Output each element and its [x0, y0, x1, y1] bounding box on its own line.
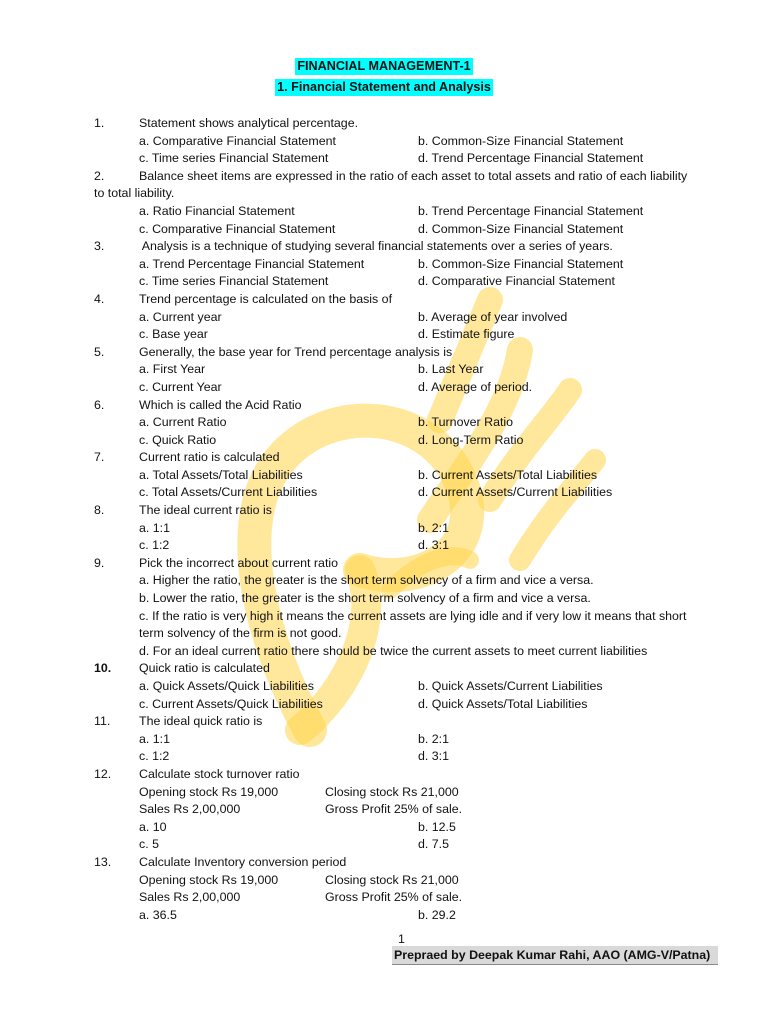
given-value: Gross Profit 25% of sale.	[325, 890, 463, 905]
option-row	[94, 256, 724, 274]
question-number: 1.	[94, 116, 105, 130]
option-row	[94, 696, 724, 714]
question-number: 11.	[94, 714, 111, 729]
given-value: Opening stock Rs 19,000	[139, 784, 279, 799]
option-row	[94, 309, 724, 327]
document-title: FINANCIAL MANAGEMENT-1	[297, 59, 471, 73]
option-row	[94, 203, 724, 221]
given-value: Sales Rs 2,00,000	[139, 802, 241, 817]
question-number: 9.	[94, 555, 105, 570]
option-row	[94, 678, 724, 696]
option-row	[94, 819, 724, 837]
given-value: Closing stock Rs 21,000	[325, 784, 459, 799]
given-row	[94, 872, 724, 890]
question-9	[94, 555, 724, 573]
option-row	[94, 748, 724, 766]
option: b. Average of year involved	[418, 309, 568, 324]
option: b. Common-Size Financial Statement	[418, 256, 624, 271]
statement: a. Higher the ratio, the greater is the short term solvency of a firm and vice a versa.	[139, 573, 594, 588]
statement: c. If the ratio is very high it means the current assets are lying idle and if very low it means that short	[139, 608, 687, 623]
question-5	[94, 344, 724, 362]
footer-credit: Prepraed by Deepak Kumar Rahi, AAO (AMG-V/Patna)	[392, 946, 718, 965]
statement: d. For an ideal current ratio there should be twice the current assets to meet current liabilities	[139, 643, 648, 658]
option-row	[94, 484, 724, 502]
option: c. 1:2	[139, 538, 170, 553]
option: c. Base year	[139, 327, 208, 342]
option-row	[94, 836, 724, 854]
question-text: Pick the incorrect about current ratio	[139, 555, 339, 570]
option-row	[94, 326, 724, 344]
option: c. Comparative Financial Statement	[139, 221, 336, 236]
option-row	[94, 907, 724, 925]
question-number: 7.	[94, 450, 105, 465]
question-10	[94, 660, 724, 678]
statement-line	[94, 643, 724, 661]
option: c. 1:2	[139, 749, 170, 764]
option: a. Ratio Financial Statement	[139, 203, 295, 218]
option: a. Comparative Financial Statement	[139, 133, 336, 148]
question-text: to total liability.	[94, 186, 175, 201]
option: b. Turnover Ratio	[418, 415, 514, 430]
question-12	[94, 766, 724, 784]
question-text: Generally, the base year for Trend percentage analysis is	[139, 344, 453, 359]
given-value: Closing stock Rs 21,000	[325, 872, 459, 887]
option: c. Quick Ratio	[139, 432, 217, 447]
option-row	[94, 133, 724, 151]
option: b. Common-Size Financial Statement	[418, 133, 624, 148]
option: d. Long-Term Ratio	[418, 432, 524, 447]
question-6	[94, 397, 724, 415]
option: b. Trend Percentage Financial Statement	[418, 203, 644, 218]
page-number: 1	[398, 932, 405, 946]
option: d. 3:1	[418, 538, 450, 553]
document-header	[0, 58, 768, 96]
question-text: The ideal quick ratio is	[139, 714, 263, 729]
statement-line	[94, 608, 724, 626]
option: a. Current Ratio	[139, 415, 227, 430]
option-row	[94, 414, 724, 432]
question-2	[94, 168, 724, 186]
option: a. First Year	[139, 362, 206, 377]
question-13	[94, 854, 724, 872]
given-value: Gross Profit 25% of sale.	[325, 802, 463, 817]
option-row	[94, 432, 724, 450]
option: b. 29.2	[418, 907, 456, 922]
question-11	[94, 713, 724, 731]
option: c. Total Assets/Current Liabilities	[139, 485, 318, 500]
option: a. Total Assets/Total Liabilities	[139, 467, 303, 482]
option-row	[94, 520, 724, 538]
option: a. 10	[139, 819, 167, 834]
given-value: Opening stock Rs 19,000	[139, 872, 279, 887]
option: a. Quick Assets/Quick Liabilities	[139, 679, 314, 693]
statement: b. Lower the ratio, the greater is the short term solvency of a firm and vice a versa.	[139, 591, 591, 606]
option: b. 12.5	[418, 819, 456, 834]
option: d. Trend Percentage Financial Statement	[418, 151, 644, 166]
question-text-continued	[94, 185, 724, 203]
option-row	[94, 379, 724, 397]
option: b. Last Year	[418, 362, 484, 377]
option-row	[94, 731, 724, 749]
given-row	[94, 784, 724, 802]
option: d. Quick Assets/Total Liabilities	[418, 696, 588, 711]
question-number: 12.	[94, 766, 112, 781]
question-text: Trend percentage is calculated on the basis of	[139, 291, 393, 306]
question-1	[94, 115, 724, 133]
question-text: The ideal current ratio is	[139, 503, 272, 518]
question-7	[94, 449, 724, 467]
given-value: Sales Rs 2,00,000	[139, 890, 241, 905]
question-text: Statement shows analytical percentage.	[139, 116, 359, 130]
option-row	[94, 361, 724, 379]
given-row	[94, 801, 724, 819]
question-4	[94, 291, 724, 309]
question-list	[94, 115, 724, 924]
statement-line	[94, 625, 724, 643]
question-text: Quick ratio is calculated	[139, 661, 270, 676]
question-text: Calculate stock turnover ratio	[139, 766, 300, 781]
option: a. 36.5	[139, 907, 177, 922]
question-number: 6.	[94, 397, 105, 412]
question-text: Which is called the Acid Ratio	[139, 397, 302, 412]
option: c. Current Assets/Quick Liabilities	[139, 696, 323, 711]
option: c. Time series Financial Statement	[139, 151, 329, 166]
question-number: 3.	[94, 239, 105, 254]
option: d. 3:1	[418, 749, 450, 764]
question-text: Calculate Inventory conversion period	[139, 854, 347, 869]
option: a. 1:1	[139, 520, 171, 535]
option: a. Trend Percentage Financial Statement	[139, 256, 365, 271]
option: d. Average of period.	[418, 379, 533, 394]
statement: term solvency of the firm is not good.	[139, 626, 342, 641]
question-number: 2.	[94, 168, 105, 183]
option: d. Current Assets/Current Liabilities	[418, 485, 613, 500]
question-number: 13.	[94, 854, 112, 869]
question-number: 10.	[94, 661, 112, 676]
given-row	[94, 889, 724, 907]
question-3	[94, 238, 724, 256]
option: c. Time series Financial Statement	[139, 274, 329, 289]
option: d. Estimate figure	[418, 327, 515, 342]
option: b. Current Assets/Total Liabilities	[418, 467, 598, 482]
option: c. Current Year	[139, 379, 222, 394]
option-row	[94, 221, 724, 239]
question-8	[94, 502, 724, 520]
option-row	[94, 273, 724, 291]
option: d. Comparative Financial Statement	[418, 274, 615, 289]
option-row	[94, 537, 724, 555]
question-text: Analysis is a technique of studying several financial statements over a series of years.	[139, 239, 613, 254]
option: a. 1:1	[139, 731, 171, 746]
option: d. 7.5	[418, 837, 450, 852]
option: a. Current year	[139, 309, 222, 324]
option: b. Quick Assets/Current Liabilities	[418, 679, 603, 693]
option-row	[94, 150, 724, 168]
question-number: 5.	[94, 344, 105, 359]
statement-line	[94, 590, 724, 608]
option: b. 2:1	[418, 731, 450, 746]
option: d. Common-Size Financial Statement	[418, 221, 624, 236]
option: b. 2:1	[418, 520, 450, 535]
chapter-title: 1. Financial Statement and Analysis	[277, 80, 491, 94]
question-text: Current ratio is calculated	[139, 450, 280, 465]
question-number: 4.	[94, 291, 105, 306]
option-row	[94, 467, 724, 485]
question-number: 8.	[94, 503, 105, 518]
statement-line	[94, 572, 724, 590]
question-text: Balance sheet items are expressed in the ratio of each asset to total assets and ratio of each liability	[139, 168, 688, 183]
option: c. 5	[139, 837, 159, 852]
